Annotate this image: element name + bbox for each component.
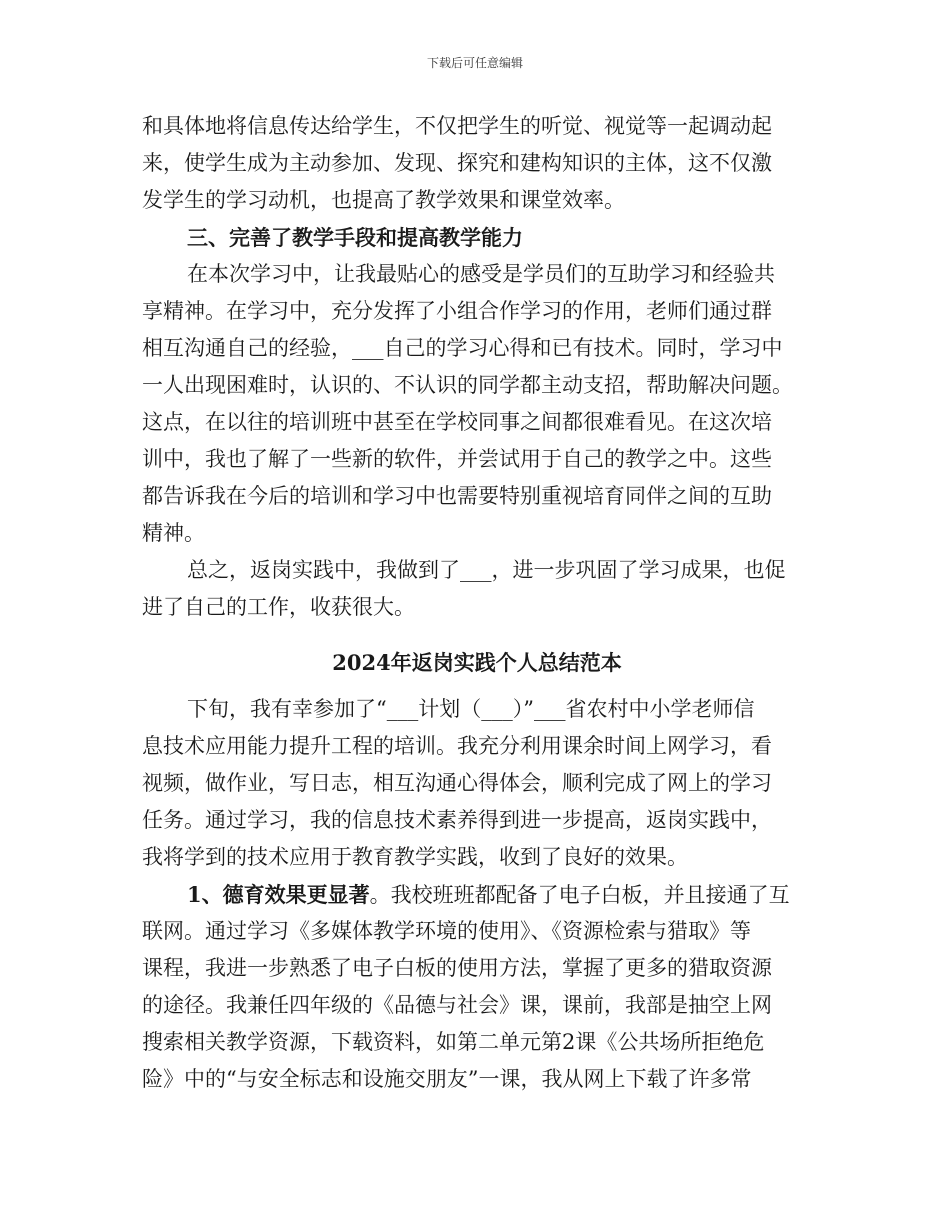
body-line: 我将学到的技术应用于教育教学实践，收到了良好的效果。: [142, 845, 688, 869]
body-line: 险》中的“与安全标志和设施交朋友”一课，我从网上下载了许多常: [142, 1067, 752, 1091]
body-line: 任务。通过学习，我的信息技术素养得到进一步提高，返岗实践中，: [142, 808, 772, 832]
section-paragraph-start: [142, 876, 812, 913]
body-line: 享精神。在学习中，充分发挥了小组合作学习的作用，老师们通过群: [142, 299, 772, 323]
body-line: 训中，我也了解了一些新的软件，并尝试用于自己的教学之中。这些: [142, 447, 772, 471]
body-line: 都告诉我在今后的培训和学习中也需要特别重视培育同伴之间的互助: [142, 484, 772, 508]
body-line: 精神。: [142, 521, 205, 545]
section-heading: 三、完善了教学手段和提高教学能力: [187, 225, 523, 250]
section-text: 。我校班班都配备了电子白板，并且接通了互: [369, 883, 790, 907]
body-line: 和具体地将信息传达给学生，不仅把学生的听觉、视觉等一起调动起: [142, 114, 772, 138]
body-line: 来，使学生成为主动参加、发现、探究和建构知识的主体，这不仅激: [142, 151, 772, 175]
body-line: 课程，我进一步熟悉了电子白板的使用方法，掌握了更多的猎取资源: [142, 956, 772, 980]
page-header: 下载后可任意编辑: [426, 56, 523, 70]
body-line: 一人出现困难时，认识的、不认识的同学都主动支招，帮助解决问题。: [142, 373, 793, 397]
document-body: [142, 108, 812, 1098]
body-line: 息技术应用能力提升工程的培训。我充分利用课余时间上网学习，看: [142, 734, 772, 758]
body-line: 这点，在以往的培训班中甚至在学校同事之间都很难看见。在这次培: [142, 410, 772, 434]
body-line: 进了自己的工作，收获很大。: [142, 595, 415, 619]
section-label: 1、德育效果更显著: [187, 882, 370, 907]
body-line: 下旬，我有幸参加了“___计划（___）”___省农村中小学老师信: [187, 697, 755, 721]
body-line: 搜索相关教学资源，下载资料，如第二单元第2课《公共场所拒绝危: [142, 1030, 765, 1054]
body-line: 的途径。我兼任四年级的《品德与社会》课，课前，我部是抽空上网: [142, 993, 772, 1017]
body-line: 在本次学习中，让我最贴心的感受是学员们的互助学习和经验共: [187, 262, 775, 286]
body-line: 视频，做作业，写日志，相互沟通心得体会，顺利完成了网上的学习: [142, 771, 772, 795]
body-line: 相互沟通自己的经验，___自己的学习心得和已有技术。同时，学习中: [142, 336, 783, 360]
body-line: 发学生的学习动机，也提高了教学效果和课堂效率。: [142, 188, 625, 212]
body-line: 联网。通过学习《多媒体教学环境的使用》、《资源检索与猎取》等: [142, 919, 751, 943]
body-line: 总之，返岗实践中，我做到了___，进一步巩固了学习成果，也促: [187, 558, 786, 582]
document-title: 2024年返岗实践个人总结范本: [332, 650, 622, 675]
